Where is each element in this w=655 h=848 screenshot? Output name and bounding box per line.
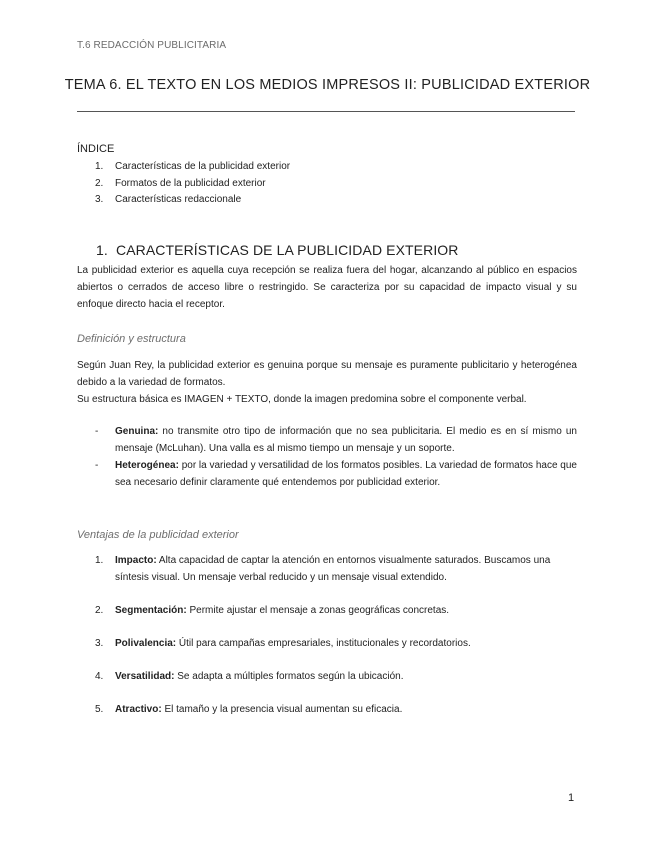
toc-item-number: 2.: [95, 177, 104, 189]
advantage-term: Atractivo:: [115, 704, 162, 715]
definition-bullet-list: [95, 423, 577, 491]
toc-item-number: 1.: [95, 161, 104, 172]
advantage-text: [115, 635, 577, 652]
toc-item-label: Características de la publicidad exterior: [115, 161, 291, 172]
bullet-text: [115, 423, 577, 457]
advantage-description: Útil para campañas empresariales, institucionales y recordatorios.: [176, 638, 471, 649]
advantage-text: [115, 668, 577, 685]
bullet-item: [95, 423, 577, 457]
toc-heading: ÍNDICE: [77, 143, 115, 155]
advantage-text: [115, 602, 577, 619]
toc-item-label: Características redaccionale: [115, 194, 242, 205]
definition-paragraph: Según Juan Rey, la publicidad exterior es genuina porque su mensaje es puramente publicitario y heterogénea debido a la variedad de formatos.: [77, 360, 577, 388]
bullet-dash: -: [95, 426, 99, 437]
section-title: CARACTERÍSTICAS DE LA PUBLICIDAD EXTERIOR: [116, 242, 459, 258]
bullet-term: Genuina:: [115, 426, 159, 437]
advantage-item: [95, 602, 577, 619]
bullet-item: [95, 457, 577, 491]
toc-list: [95, 159, 290, 209]
page-number: 1: [568, 792, 575, 804]
toc-item-number: 3.: [95, 194, 104, 205]
bullet-dash: -: [95, 460, 99, 471]
advantage-number: 3.: [95, 638, 104, 649]
section-number: 1.: [96, 242, 108, 258]
advantage-number: 5.: [95, 704, 104, 715]
bullet-term: Heterogénea:: [115, 460, 179, 471]
advantage-text: [115, 552, 577, 586]
toc-item: [95, 176, 290, 193]
advantage-item: [95, 668, 577, 685]
advantages-subheading: Ventajas de la publicidad exterior: [77, 529, 239, 541]
title-divider: [77, 111, 575, 112]
bullet-text: [115, 457, 577, 491]
definition-subheading: Definición y estructura: [77, 333, 186, 345]
advantage-term: Polivalencia:: [115, 638, 177, 649]
running-header: T.6 REDACCIÓN PUBLICITARIA: [77, 40, 227, 51]
advantage-number: 2.: [95, 605, 104, 616]
advantage-term: Versatilidad:: [115, 671, 175, 682]
advantage-description: El tamaño y la presencia visual aumentan su eficacia.: [161, 704, 403, 715]
advantage-term: Segmentación:: [115, 605, 187, 616]
advantage-number: 1.: [95, 555, 104, 566]
advantage-description: Permite ajustar el mensaje a zonas geográficas concretas.: [186, 605, 450, 616]
advantage-number: 4.: [95, 671, 104, 682]
toc-item: [95, 159, 290, 176]
section-heading: [96, 242, 459, 258]
advantage-term: Impacto:: [115, 555, 157, 566]
advantage-item: [95, 635, 577, 652]
structure-paragraph: Su estructura básica es IMAGEN + TEXTO, donde la imagen predomina sobre el componente verbal.: [77, 394, 527, 405]
advantage-item: [95, 552, 577, 586]
advantage-description: Alta capacidad de captar la atención en entornos visualmente saturados. Buscamos una síntesis visual. Un mensaje verbal reducido y un mensaje visual extendido.: [115, 555, 551, 583]
advantages-list: [95, 552, 577, 734]
advantage-description: Se adapta a múltiples formatos según la ubicación.: [174, 671, 404, 682]
bullet-description: no transmite otro tipo de información que no sea publicitaria. El medio es en sí mismo un mensaje (McLuhan). Una valla es al mismo tiempo un mensaje y un soporte.: [115, 426, 577, 454]
document-title: TEMA 6. EL TEXTO EN LOS MEDIOS IMPRESOS II: PUBLICIDAD EXTERIOR: [64, 77, 591, 93]
bullet-description: por la variedad y versatilidad de los formatos posibles. La variedad de formatos hace que sea necesario definir claramente qué entendemos por publicidad exterior.: [115, 460, 577, 488]
intro-paragraph: La publicidad exterior es aquella cuya recepción se realiza fuera del hogar, alcanzando al público en espacios abiertos o cerrados de acceso libre o restringido. Se caracteriza por su capacidad de impacto visual y su enfoque directo hacia el receptor.: [77, 265, 577, 310]
toc-item: [95, 192, 290, 209]
toc-item-label: Formatos de la publicidad exterior: [115, 177, 266, 189]
advantage-item: [95, 701, 577, 718]
advantage-text: [115, 701, 577, 718]
